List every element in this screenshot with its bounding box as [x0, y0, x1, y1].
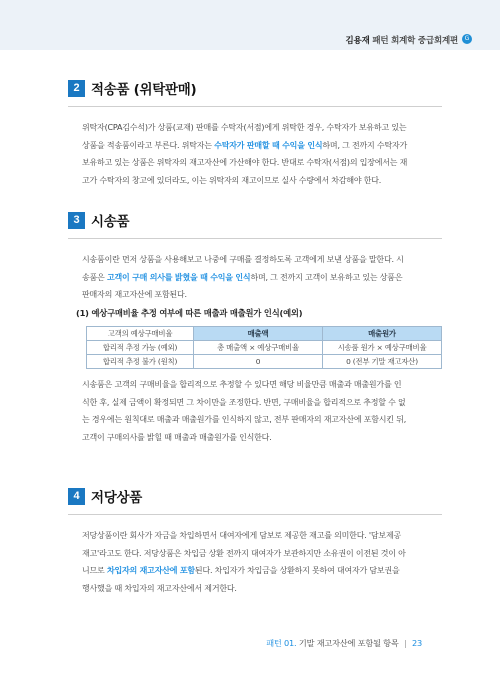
text-segment: 재고'라고도 한다. 저당상품은 차입금 상환 전까지 대여자가 보관하지만 소유권이 이전된 것이 아 — [82, 548, 406, 558]
text-segment: 상품을 적송품이라고 부른다. 위탁자는 — [82, 140, 215, 150]
text-line — [82, 545, 442, 563]
text-segment: 니므로 — [82, 566, 107, 575]
highlighted-text: 수탁자가 판매할 때 수익을 인식 — [214, 140, 323, 150]
highlighted-text: 차입자의 재고자산에 포함 — [106, 566, 195, 575]
text-line — [82, 269, 442, 287]
text-segment: 행사했을 때 차입자의 재고자산에서 제거한다. — [82, 583, 237, 593]
text-segment: 하며, 그 전까지 고객이 보유하고 있는 상품은 — [250, 272, 403, 282]
table-cell: 총 매출액 × 예상구매비율 — [194, 341, 323, 355]
section-title: 저당상품 — [91, 490, 142, 506]
table-cell: 합리적 추정 불가 (원칙) — [87, 355, 194, 369]
table-header-cell: 매출원가 — [323, 327, 442, 341]
running-header — [346, 34, 458, 46]
section-title: 적송품 (위탁판매) — [91, 82, 197, 98]
text-segment: 저당상품이란 회사가 자금을 차입하면서 대여자에게 담보로 제공한 재고를 의미한다. '담보제공 — [82, 531, 402, 540]
table-caption: (1) 예상구매비율 추정 여부에 따른 매출과 매출원가 인식(예외) — [76, 308, 303, 318]
header-book-title: 패턴 회계학 중급회계편 — [372, 36, 458, 46]
section-title: 시송품 — [91, 214, 130, 230]
table-cell: 0 (전부 기말 재고자산) — [323, 355, 442, 369]
footer-chapter-label: 패턴 01. — [266, 638, 297, 648]
table-header-row — [87, 327, 442, 341]
section-heading — [68, 78, 442, 98]
text-segment: 시송품이란 먼저 상품을 사용해보고 나중에 구매를 결정하도록 고객에게 보낸 상품을 말한다. 시 — [82, 255, 404, 264]
text-line — [82, 580, 442, 598]
section-number: 3 — [68, 212, 85, 229]
section-divider — [68, 514, 442, 515]
footer-chapter-title: 기말 재고자산에 포함될 항목 — [298, 638, 399, 648]
section-heading — [68, 210, 442, 230]
page-footer — [266, 638, 422, 649]
text-line: 고객이 구매의사를 밝힐 때 매출과 매출원가를 인식한다. — [82, 432, 272, 442]
section-body — [82, 119, 442, 189]
text-line — [82, 154, 442, 172]
table-cell: 합리적 추정 가능 (예외) — [87, 341, 194, 355]
table-cell: 시송품 원가 × 예상구매비율 — [323, 341, 442, 355]
text-segment: 된다. 차입자가 차입금을 상환하지 못하여 대여자가 담보권을 — [194, 566, 400, 575]
header-author: 김용재 — [345, 36, 370, 46]
table-header-cell: 고객의 예상구매비율 — [87, 327, 194, 341]
text-line: 시송품은 고객의 구매비율을 합리적으로 추정할 수 있다면 해당 비율만큼 매출과 매출원가를 인 — [82, 380, 402, 389]
text-segment: 보유하고 있는 상품은 위탁자의 재고자산에 가산해야 한다. 반대로 수탁자(서점)의 입장에서는 재 — [82, 158, 408, 167]
text-segment: 판매자의 재고자산에 포함된다. — [82, 290, 187, 299]
text-line — [82, 137, 442, 155]
text-line: 식한 후, 실제 금액이 확정되면 그 차이만을 조정한다. 반면, 구매비율을 합리적으로 추정할 수 없 — [82, 397, 406, 407]
table-row — [87, 341, 442, 355]
section-2 — [72, 78, 442, 189]
section-divider — [68, 106, 442, 107]
section-body — [82, 527, 442, 597]
table-explanation — [72, 376, 442, 446]
section-heading — [68, 486, 442, 506]
text-segment: 고가 수탁자의 창고에 있더라도, 이는 위탁자의 재고이므로 실사 수량에서 차감해야 한다. — [82, 175, 382, 185]
header-badge-icon: G — [462, 34, 472, 44]
text-line — [82, 119, 442, 137]
text-line — [82, 286, 442, 304]
table-row — [87, 355, 442, 369]
text-line: 는 경우에는 원칙대로 매출과 매출원가를 인식하지 않고, 전부 판매자의 재고자산에 포함시킨 뒤, — [82, 415, 407, 424]
recognition-table — [86, 326, 442, 369]
text-segment: 하며, 그 전까지 수탁자가 — [322, 140, 408, 150]
explanation-body — [82, 376, 442, 446]
highlighted-text: 고객이 구매 의사를 밝혔을 때 수익을 인식 — [106, 272, 251, 282]
text-line — [82, 562, 442, 580]
section-number: 4 — [68, 488, 85, 505]
footer-separator: | — [404, 638, 407, 648]
section-3 — [72, 210, 442, 304]
section-divider — [68, 238, 442, 239]
section-4 — [72, 486, 442, 597]
page-number: 23 — [411, 638, 422, 648]
text-line — [82, 527, 442, 545]
section-body — [82, 251, 442, 304]
section-number: 2 — [68, 80, 85, 97]
text-segment: 송품은 — [82, 272, 107, 282]
text-segment: 위탁자(CPA김수석)가 상품(교재) 판매를 수탁자(서점)에게 위탁한 경우, 수탁자가 보유하고 있는 — [82, 123, 407, 132]
text-line — [82, 251, 442, 269]
text-line — [82, 172, 442, 190]
table-cell: 0 — [194, 355, 323, 369]
table-header-cell: 매출액 — [194, 327, 323, 341]
